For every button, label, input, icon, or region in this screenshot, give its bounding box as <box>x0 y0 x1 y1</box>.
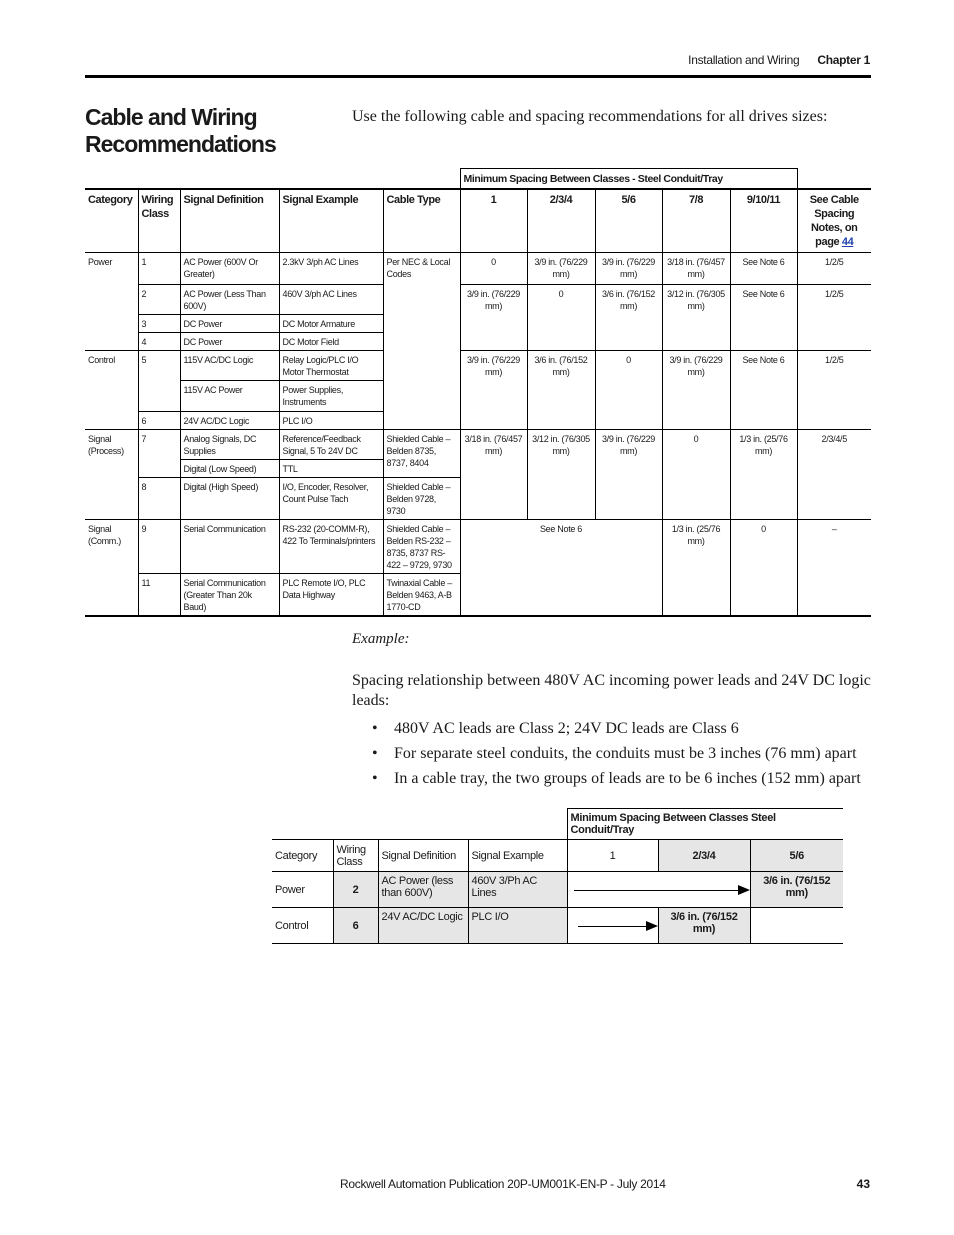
header-section: Installation and Wiring <box>688 53 800 67</box>
table-row: Control 6 24V AC/DC Logic PLC I/O 3/6 in. (76/152 mm) <box>272 908 843 944</box>
col-spacing-91011: 9/10/11 <box>730 189 797 252</box>
running-header <box>688 53 870 67</box>
header-chapter: Chapter 1 <box>817 53 870 67</box>
list-item: • 480V AC leads are Class 2; 24V DC leads are Class 6 <box>372 716 872 741</box>
list-item: • In a cable tray, the two groups of leads are to be 6 inches (152 mm) apart <box>372 766 872 791</box>
col-category: Category <box>85 189 138 252</box>
table-row: 115V AC Power Power Supplies, Instruments <box>85 380 871 411</box>
example-spacing-table <box>272 808 843 944</box>
example-paragraph: Spacing relationship between 480V AC incoming power leads and 24V DC logic leads: <box>352 672 871 709</box>
notes-page-link[interactable]: 44 <box>841 236 854 248</box>
table-row: 11 Serial Communication (Greater Than 20k Baud) PLC Remote I/O, PLC Data Highway Twinaxial Cable – Belden 9463, A-B 1770-CD <box>85 573 871 616</box>
list-item: • For separate steel conduits, the conduits must be 3 inches (76 mm) apart <box>372 741 872 766</box>
ex-col-signal-example: Signal Example <box>468 840 567 872</box>
col-signal-example: Signal Example <box>279 189 383 252</box>
example-bullets <box>372 716 872 791</box>
ex-col-234: 2/3/4 <box>658 840 750 872</box>
table-row: 4 DC Power DC Motor Field <box>85 332 871 350</box>
page-number: 43 <box>856 1177 870 1191</box>
power-spacing-arrow <box>567 872 750 908</box>
col-spacing-234: 2/3/4 <box>527 189 595 252</box>
col-wiring-class: Wiring Class <box>138 189 180 252</box>
intro-text: Use the following cable and spacing recommendations for all drives sizes: <box>352 108 828 125</box>
cable-spacing-table <box>85 168 871 617</box>
col-signal-definition: Signal Definition <box>180 189 279 252</box>
control-spacing-arrow <box>567 908 658 944</box>
table-row: Power 1 AC Power (600V Or Greater) 2.3kV 3/ph AC Lines Per NEC & Local Codes 0 3/9 in. (76/229 mm) 3/9 in. (76/229 mm) 3/18 in. (76/457 mm) See Note 6 1/2/5 <box>85 252 871 284</box>
table-row: Power 2 AC Power (less than 600V) 460V 3/Ph AC Lines 3/6 in. (76/152 mm) <box>272 872 843 908</box>
col-spacing-78: 7/8 <box>662 189 730 252</box>
ex-col-wiring-class: Wiring Class <box>333 840 378 872</box>
table-row: Signal (Process) 7 Analog Signals, DC Supplies Reference/Feedback Signal, 5 To 24V DC Shielded Cable – Belden 8735, 8737, 8404 3/18 in. (76/457 mm) 3/12 in. (76/305 mm) 3/9 in. (76/229 mm) 0 1/3 in. (25/76 mm) 2/3/4/5 <box>85 429 871 459</box>
arrow-right-icon <box>574 885 750 895</box>
header-rule <box>85 75 871 78</box>
table-row: Control 5 115V AC/DC Logic Relay Logic/PLC I/O Motor Thermostat 3/9 in. (76/229 mm) 3/6 in. (76/152 mm) 0 3/9 in. (76/229 mm) See Note 6 1/2/5 <box>85 350 871 380</box>
col-notes <box>797 189 871 252</box>
col-cable-type: Cable Type <box>383 189 460 252</box>
table-row: Signal (Comm.) 9 Serial Communication RS-232 (20-COMM-R), 422 To Terminals/printers Shielded Cable – Belden RS-232 – 8735, 8737 RS-422 – 9729, 9730 See Note 6 1/3 in. (25/76 mm) 0 – <box>85 519 871 573</box>
ex-col-category: Category <box>272 840 333 872</box>
table-row: 8 Digital (High Speed) I/O, Encoder, Resolver, Count Pulse Tach Shielded Cable – Belden 9728, 9730 <box>85 477 871 519</box>
example-group-header: Minimum Spacing Between Classes Steel Conduit/Tray <box>567 809 843 840</box>
ex-col-signal-definition: Signal Definition <box>378 840 468 872</box>
ex-col-1: 1 <box>567 840 658 872</box>
group-header: Minimum Spacing Between Classes - Steel Conduit/Tray <box>460 169 797 190</box>
col-spacing-1: 1 <box>460 189 527 252</box>
table-row: Digital (Low Speed) TTL <box>85 459 871 477</box>
footer-publication: Rockwell Automation Publication 20P-UM001K-EN-P - July 2014 <box>340 1177 666 1191</box>
table-row: 2 AC Power (Less Than 600V) 460V 3/ph AC Lines 3/9 in. (76/229 mm) 0 3/6 in. (76/152 mm) 3/12 in. (76/305 mm) See Note 6 1/2/5 <box>85 284 871 314</box>
example-label: Example: <box>352 631 410 647</box>
table-row: 6 24V AC/DC Logic PLC I/O <box>85 411 871 429</box>
col-spacing-56: 5/6 <box>595 189 662 252</box>
section-title: Cable and Wiring Recommendations <box>85 104 276 157</box>
arrow-right-icon <box>578 921 658 931</box>
table-row: 3 DC Power DC Motor Armature <box>85 314 871 332</box>
notes-label: See Cable Spacing Notes, on page <box>809 194 859 248</box>
ex-col-56: 5/6 <box>750 840 843 872</box>
